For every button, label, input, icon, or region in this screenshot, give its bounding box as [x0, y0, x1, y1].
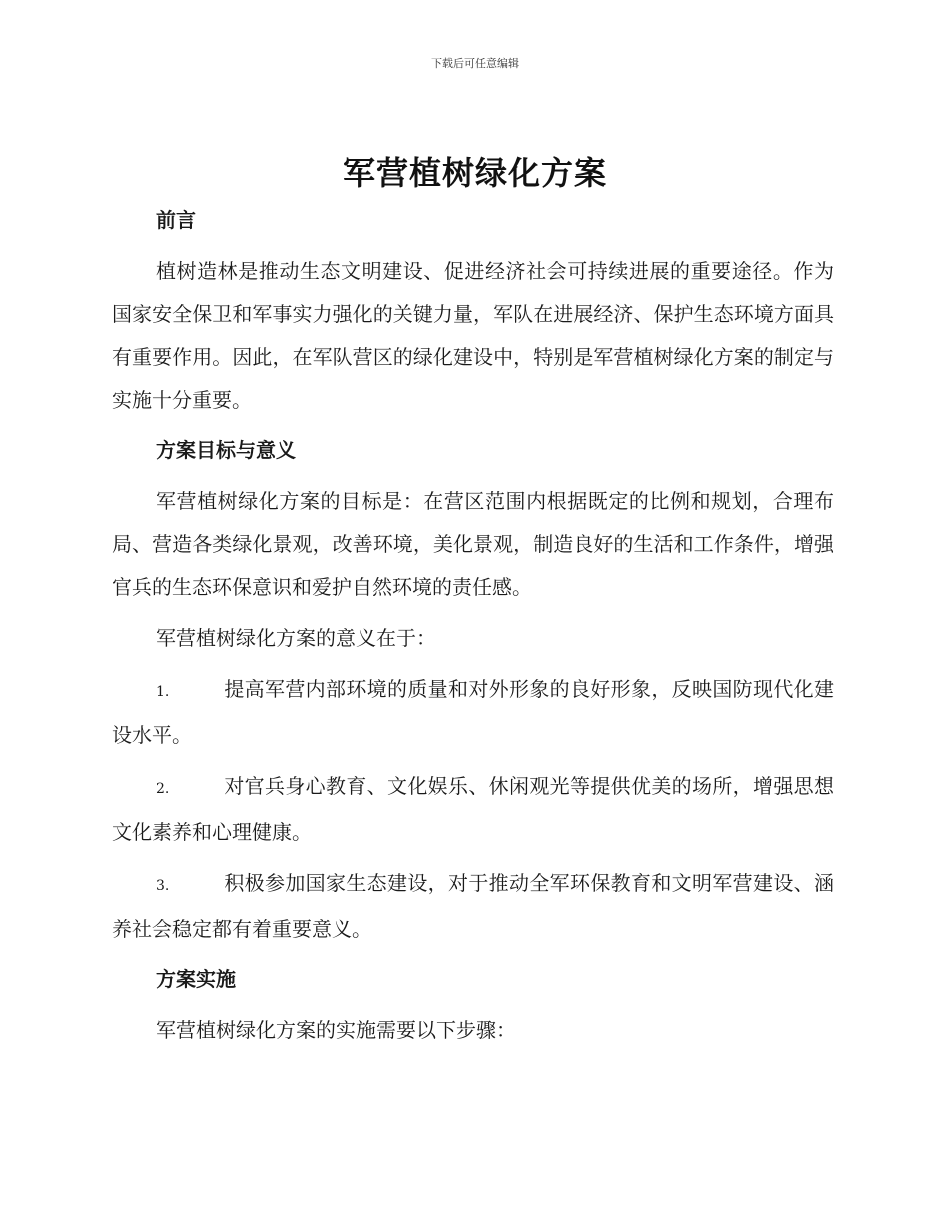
list-item-text: 积极参加国家生态建设，对于推动全军环保教育和文明军营建设、涵养社会稳定都有着重要意义。	[112, 871, 834, 941]
paragraph-implementation: 军营植树绿化方案的实施需要以下步骤：	[156, 1018, 516, 1042]
list-item	[112, 668, 834, 757]
list-item	[112, 765, 834, 854]
document-title: 军营植树绿化方案	[342, 154, 607, 192]
paragraph-meaning-intro: 军营植树绿化方案的意义在于：	[156, 626, 436, 650]
list-item-number: 2.	[156, 781, 170, 797]
list-item	[112, 862, 834, 951]
document-body	[112, 200, 834, 1052]
list-item-text: 对官兵身心教育、文化娱乐、休闲观光等提供优美的场所，增强思想文化素养和心理健康。	[112, 774, 834, 844]
list-item-number: 3.	[156, 878, 170, 894]
list-item-number: 1.	[156, 684, 170, 700]
header-note: 下载后可任意编辑	[431, 57, 519, 70]
section-heading-goals: 方案目标与意义	[156, 438, 296, 462]
section-heading-preface: 前言	[156, 208, 196, 232]
list-item-text: 提高军营内部环境的质量和对外形象的良好形象，反映国防现代化建设水平。	[112, 677, 834, 747]
section-heading-implementation: 方案实施	[156, 967, 236, 991]
paragraph-preface: 植树造林是推动生态文明建设、促进经济社会可持续进展的重要途径。作为国家安全保卫和军事实力强化的关键力量，军队在进展经济、保护生态环境方面具有重要作用。因此，在军队营区的绿化建设中，特别是军营植树绿化方案的制定与实施十分重要。	[112, 259, 834, 412]
paragraph-goals: 军营植树绿化方案的目标是：在营区范围内根据既定的比例和规划，合理布局、营造各类绿化景观，改善环境，美化景观，制造良好的生活和工作条件，增强官兵的生态环保意识和爱护自然环境的责任感。	[112, 489, 834, 599]
